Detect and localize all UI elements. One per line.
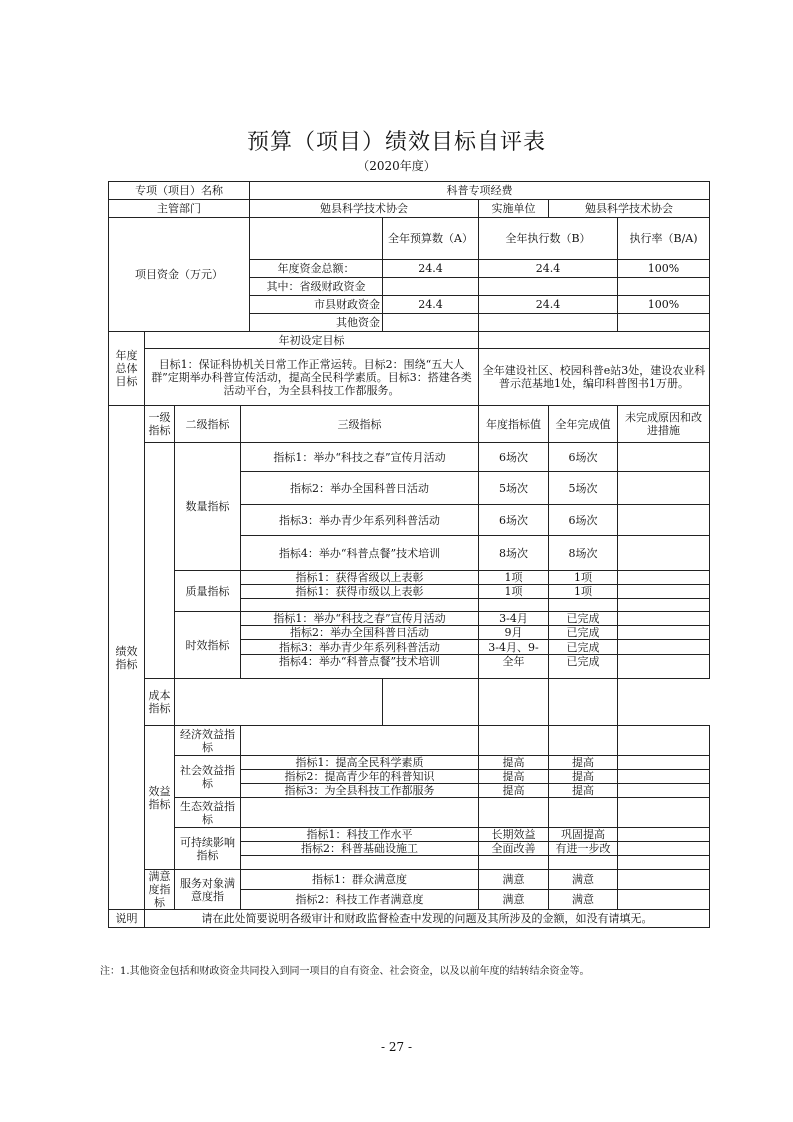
funds-col-b: 全年执行数（B） [479,218,618,260]
remark-label: 说明 [109,910,145,928]
timeliness-label: 时效指标 [175,612,241,679]
quality-row-name: 指标1：获得省级以上表彰 [241,571,479,585]
perf-header-level3: 三级指标 [241,406,479,443]
unit-label: 实施单位 [479,200,549,218]
quantity-row-name: 指标4：举办“科普点餐”技术培训 [241,536,479,571]
quantity-row-actual: 6场次 [549,505,618,536]
quality-row-target: 1项 [479,571,549,585]
social-row-name: 指标3：为全县科技工作都服务 [241,784,479,798]
page-number: - 27 - [380,1040,412,1054]
ecological-label: 生态效益指标 [175,798,241,828]
goals-label: 年度总体目标 [109,332,145,406]
social-row-actual: 提高 [549,784,618,798]
cost-label: 成本指标 [145,679,175,726]
social-row-name: 指标1：提高全民科学素质 [241,756,479,770]
funds-col-a: 全年预算数（A） [383,218,479,260]
funds-city-label: 市县财政资金 [250,296,383,314]
sustain-row-actual: 有进一步改 [549,842,618,856]
quantity-row-name: 指标2：举办全国科普日活动 [241,472,479,505]
quality-label: 质量指标 [175,571,241,612]
timeliness-row-actual: 已完成 [549,654,618,678]
sustain-row-target: 全面改善 [479,842,549,856]
service-row-actual: 满意 [549,890,618,910]
funds-total-rate: 100% [618,260,710,278]
sustain-row-target: 长期效益 [479,828,549,842]
quantity-row-actual: 8场次 [549,536,618,571]
unit-value: 勉县科学技术协会 [549,200,710,218]
timeliness-row-actual: 已完成 [549,640,618,654]
performance-table [108,181,710,928]
quantity-row-actual: 6场次 [549,443,618,472]
timeliness-row-actual: 已完成 [549,626,618,640]
service-row-target: 满意 [479,870,549,890]
quantity-label: 数量指标 [175,443,241,571]
quantity-row-target: 5场次 [479,472,549,505]
quantity-row-actual: 5场次 [549,472,618,505]
quantity-row-name: 指标1：举办“科技之春”宣传月活动 [241,443,479,472]
social-row-target: 提高 [479,784,549,798]
sustain-row-actual: 巩固提高 [549,828,618,842]
page-title: 预算（项目）绩效目标自评表 [246,130,546,155]
funds-total-label: 年度资金总额： [250,260,383,278]
funds-prov-label: 其中：省级财政资金 [250,278,383,296]
dept-label: 主管部门 [109,200,250,218]
perf-header-level2: 二级指标 [175,406,241,443]
timeliness-row-target: 3-4月、9- [479,640,549,654]
perf-header-level1: 一级指标 [145,406,175,443]
social-label: 社会效益指标 [175,756,241,798]
funds-total-a: 24.4 [383,260,479,278]
funds-city-rate: 100% [618,296,710,314]
social-row-actual: 提高 [549,770,618,784]
timeliness-row-target: 全年 [479,654,549,678]
year-subtitle: （2020年度） [357,159,436,173]
economic-label: 经济效益指标 [175,726,241,756]
quality-row-target: 1项 [479,585,549,599]
funds-city-a: 24.4 [383,296,479,314]
output-indicator-cell [145,443,175,679]
perf-label: 绩效指标 [109,406,145,910]
project-name-label: 专项（项目）名称 [109,182,250,200]
dept-value: 勉县科学技术协会 [250,200,479,218]
funds-other-label: 其他资金 [250,314,383,332]
funds-label: 项目资金（万元） [109,218,250,332]
perf-header-reason: 未完成原因和改进措施 [618,406,710,443]
goals-set-text: 目标1：保证科协机关日常工作正常运转。目标2：围绕“五大人群”定期举办科普宣传活动，提高全民科学素质。目标3：搭建各类活动平台，为全县科技工作都服务。 [145,349,479,406]
social-row-actual: 提高 [549,756,618,770]
quantity-row-target: 6场次 [479,443,549,472]
timeliness-row-actual: 已完成 [549,612,618,626]
social-row-target: 提高 [479,770,549,784]
service-label: 服务对象满意度指 [175,870,241,910]
timeliness-row-name: 指标1：举办“科技之春”宣传月活动 [241,612,479,626]
timeliness-row-name: 指标4：举办“科普点餐”技术培训 [241,654,479,678]
sustain-label: 可持续影响指标 [175,828,241,870]
service-row-name: 指标2：科技工作者满意度 [241,890,479,910]
social-row-target: 提高 [479,756,549,770]
quantity-row-target: 6场次 [479,505,549,536]
goals-set-header: 年初设定目标 [145,332,479,349]
quantity-row-name: 指标3：举办青少年系列科普活动 [241,505,479,536]
funds-total-b: 24.4 [479,260,618,278]
satisfaction-label: 满意度指标 [145,870,175,910]
funds-col-rate: 执行率（B/A) [618,218,710,260]
quality-row-actual: 1项 [549,571,618,585]
timeliness-row-target: 3-4月 [479,612,549,626]
sustain-row-name: 指标1：科技工作水平 [241,828,479,842]
timeliness-row-target: 9月 [479,626,549,640]
quantity-row-target: 8场次 [479,536,549,571]
sustain-row-name: 指标2：科普基础设施工 [241,842,479,856]
funds-city-b: 24.4 [479,296,618,314]
footnote: 注：1.其他资金包括和财政资金共同投入到同一项目的自有资金、社会资金，以及以前年度的结转结余资金等。 [100,966,590,977]
perf-header-actual: 全年完成值 [549,406,618,443]
quality-row-name: 指标1：获得市级以上表彰 [241,585,479,599]
perf-header-target: 年度指标值 [479,406,549,443]
quality-row-actual: 1项 [549,585,618,599]
social-row-name: 指标2：提高青少年的科普知识 [241,770,479,784]
remark-text: 请在此处简要说明各级审计和财政监督检查中发现的问题及其所涉及的金额，如没有请填无。 [145,910,710,928]
service-row-target: 满意 [479,890,549,910]
benefit-label: 效益指标 [145,726,175,870]
timeliness-row-name: 指标2：举办全国科普日活动 [241,626,479,640]
service-row-actual: 满意 [549,870,618,890]
service-row-name: 指标1：群众满意度 [241,870,479,890]
goals-done-text: 全年建设社区、校园科普e站3处，建设农业科普示范基地1处，编印科普图书1万册。 [479,349,710,406]
timeliness-row-name: 指标3：举办青少年系列科普活动 [241,640,479,654]
project-name: 科普专项经费 [250,182,710,200]
